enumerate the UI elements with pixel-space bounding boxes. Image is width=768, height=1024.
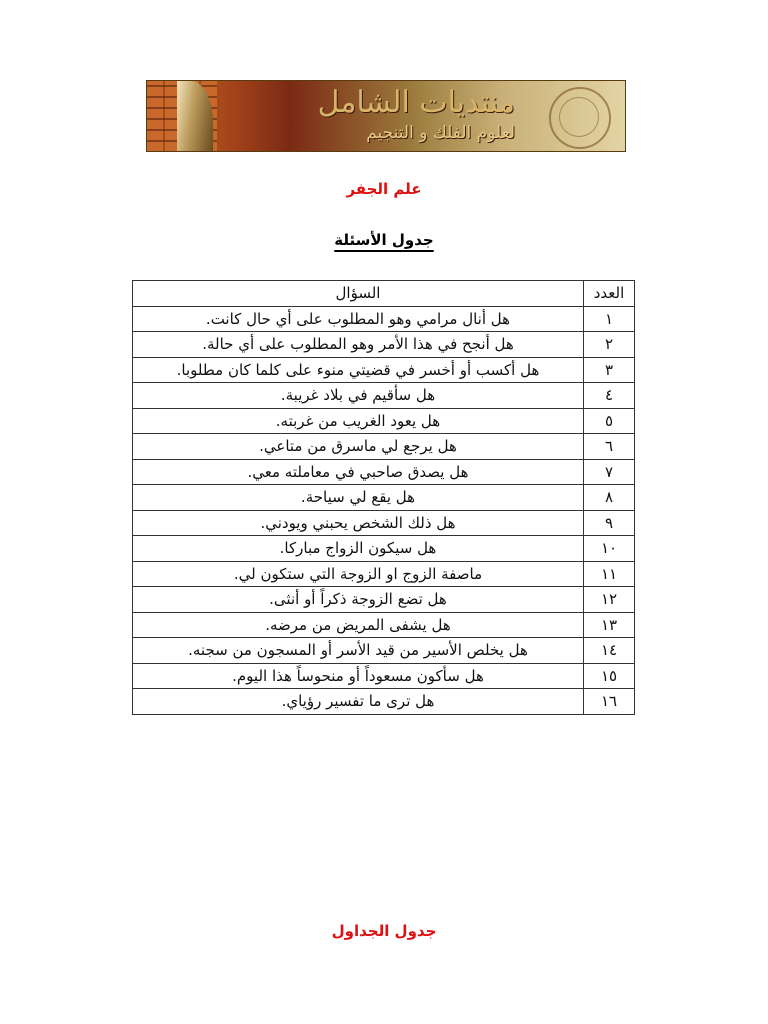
question-column-header: السؤال — [133, 281, 584, 307]
row-question: هل أنجح في هذا الأمر وهو المطلوب على أي حالة. — [133, 332, 584, 358]
row-question: هل سأكون مسعوداً أو منحوساً هذا اليوم. — [133, 663, 584, 689]
row-number: ١٥ — [584, 663, 635, 689]
table-title: جدول الأسئلة — [334, 231, 434, 249]
row-number: ٨ — [584, 485, 635, 511]
row-question: هل يقع لي سياحة. — [133, 485, 584, 511]
row-number: ١٣ — [584, 612, 635, 638]
table-row — [133, 408, 635, 434]
table-row — [133, 306, 635, 332]
row-question: هل سأقيم في بلاد غريبة. — [133, 383, 584, 409]
banner-subtitle: لعلوم الفلك و التنجيم — [366, 123, 515, 143]
row-number: ٦ — [584, 434, 635, 460]
astrolabe-graphic — [549, 87, 611, 149]
number-column-header: العدد — [584, 281, 635, 307]
row-question: هل أكسب أو أخسر في قضيتي منوء على كلما كان مطلوبا. — [133, 357, 584, 383]
table-row — [133, 663, 635, 689]
row-number: ٥ — [584, 408, 635, 434]
row-number: ٤ — [584, 383, 635, 409]
row-question: هل تضع الزوجة ذكراً أو أنثى. — [133, 587, 584, 613]
table-row — [133, 383, 635, 409]
row-number: ١٢ — [584, 587, 635, 613]
row-number: ١٦ — [584, 689, 635, 715]
row-question: هل ذلك الشخص يحبني ويودني. — [133, 510, 584, 536]
banner-title: منتديات الشامل — [317, 85, 515, 120]
row-number: ٢ — [584, 332, 635, 358]
table-row — [133, 434, 635, 460]
table-row — [133, 357, 635, 383]
row-number: ١٠ — [584, 536, 635, 562]
row-question: هل يعود الغريب من غربته. — [133, 408, 584, 434]
table-row — [133, 459, 635, 485]
row-question: هل أنال مرامي وهو المطلوب على أي حال كانت. — [133, 306, 584, 332]
row-question: هل يصدق صاحبي في معاملته معي. — [133, 459, 584, 485]
row-question: هل يرجع لي ماسرق من متاعي. — [133, 434, 584, 460]
table-row — [133, 536, 635, 562]
questions-table — [132, 280, 635, 715]
page-heading: علم الجفر — [346, 180, 422, 198]
row-number: ٩ — [584, 510, 635, 536]
table-row — [133, 689, 635, 715]
table-row — [133, 587, 635, 613]
table-row — [133, 485, 635, 511]
row-question: ماصفة الزوج او الزوجة التي ستكون لي. — [133, 561, 584, 587]
table-row — [133, 332, 635, 358]
table-row — [133, 561, 635, 587]
footer-heading: جدول الجداول — [331, 922, 437, 940]
row-number: ٣ — [584, 357, 635, 383]
table-row — [133, 638, 635, 664]
row-number: ٧ — [584, 459, 635, 485]
row-number: ١ — [584, 306, 635, 332]
table-row — [133, 612, 635, 638]
row-question: هل ترى ما تفسير رؤياي. — [133, 689, 584, 715]
table-row — [133, 510, 635, 536]
row-question: هل يشفى المريض من مرضه. — [133, 612, 584, 638]
row-question: هل سيكون الزواج مباركا. — [133, 536, 584, 562]
table-header-row — [133, 281, 635, 307]
row-question: هل يخلص الأسير من قيد الأسر أو المسجون من سجنه. — [133, 638, 584, 664]
row-number: ١٤ — [584, 638, 635, 664]
forum-banner — [146, 80, 626, 152]
row-number: ١١ — [584, 561, 635, 587]
